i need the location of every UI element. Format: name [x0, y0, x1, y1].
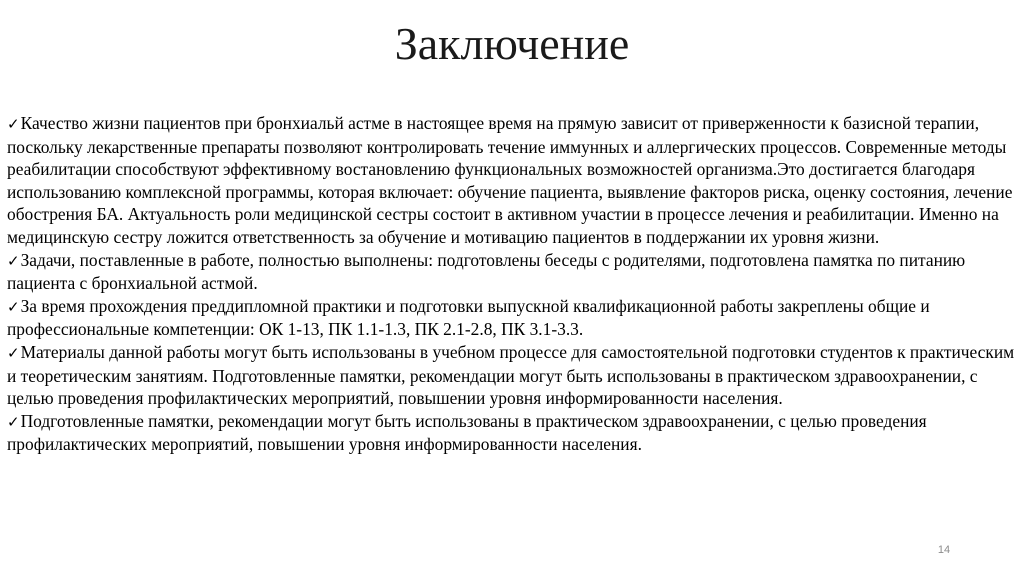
conclusion-item-3	[7, 295, 1015, 341]
conclusion-item-5	[7, 410, 1015, 456]
checkmark-icon: ✓	[7, 115, 20, 133]
conclusion-text-5: Подготовленные памятки, рекомендации могут быть использованы в практическом здравоохранении, с целью проведения профилактических мероприятий, повышении уровня информированности населения.	[7, 410, 927, 455]
conclusion-text-2: Задачи, поставленные в работе, полностью выполнены: подготовлены беседы с родителями, подготовлена памятка по питанию пациента с бронхиальной астмой.	[7, 249, 966, 294]
conclusion-text-4: Материалы данной работы могут быть использованы в учебном процессе для самостоятельной подготовки студентов к практическим и теоретическим занятиям. Подготовленные памятки, рекомендации могут быть использованы в практическом здравоохранении, с целью проведения профилактических мероприятий, повышении уровня информированности населения.	[7, 341, 1015, 409]
checkmark-icon: ✓	[7, 251, 20, 270]
checkmark-icon: ✓	[7, 297, 20, 316]
checkmark-icon: ✓	[7, 343, 20, 362]
conclusion-list	[7, 112, 1015, 456]
conclusion-item-1	[7, 112, 1015, 249]
checkmark-icon: ✓	[7, 412, 20, 431]
conclusion-item-4	[7, 341, 1015, 410]
conclusion-item-2	[7, 249, 1015, 295]
conclusion-text-3: За время прохождения преддипломной практики и подготовки выпускной квалификационной работы закреплены общие и профессиональные компетенции: ОК 1-13, ПК 1.1-1.3, ПК 2.1-2.8, ПК 3.1-3.3.	[7, 295, 930, 340]
conclusion-text-1: Качество жизни пациентов при бронхиальй астме в настоящее время на прямую зависит от приверженности к базисной терапии, поскольку лекарственные препараты позволяют контролировать течение иммунных и аллергических процессов. Современные методы реабилитации способствуют эффективному востановлению функциональных возможностей организма.Это достигается благодаря использованию комплексной программы, которая включает: обучение пациента, выявление факторов риска, оценку состояния, лечение обострения БА. Актуальность роли медицинской сестры состоит в активном участии в процессе лечения и реабилитации. Именно на медицинскую сестру ложится ответственность за обучение и мотивацию пациентов в поддержании их уровня жизни.	[7, 113, 1013, 247]
page-number: 14	[937, 544, 951, 556]
slide-title: Заключение	[394, 18, 630, 69]
